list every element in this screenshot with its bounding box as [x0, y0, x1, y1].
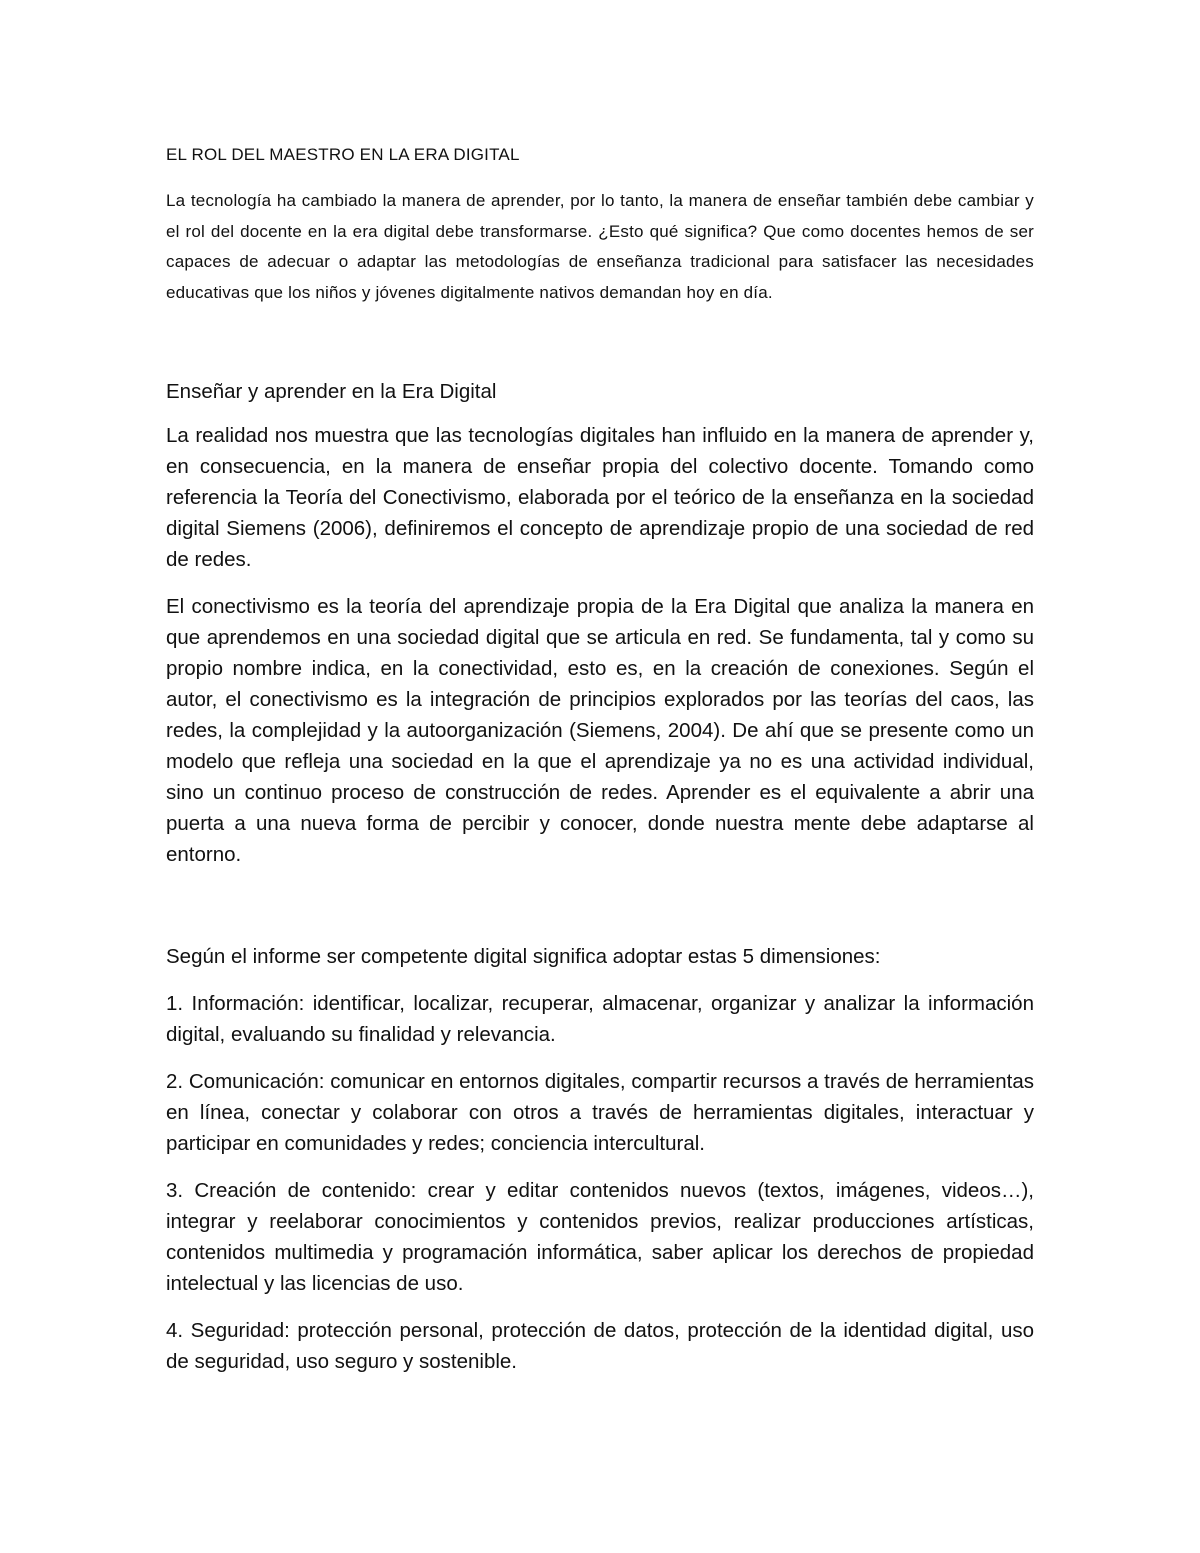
body-paragraph: La realidad nos muestra que las tecnologías digitales han influido en la manera de aprender y, en consecuencia, en la manera de enseñar propia del colectivo docente. Tomando como referencia la Teoría del Conectivismo, elaborada por el teórico de la enseñanza en la sociedad digital Siemens (2006), definiremos el concepto de aprendizaje propio de una sociedad de red de redes.	[166, 424, 1034, 571]
section-heading: Enseñar y aprender en la Era Digital	[166, 380, 497, 403]
dimension-item: 2. Comunicación: comunicar en entornos digitales, compartir recursos a través de herramientas en línea, conectar y colaborar con otros a través de herramientas digitales, interactuar y participar en comunidades y redes; conciencia intercultural.	[166, 1070, 1034, 1155]
intro-paragraph: La tecnología ha cambiado la manera de aprender, por lo tanto, la manera de enseñar también debe cambiar y el rol del docente en la era digital debe transformarse. ¿Esto qué significa? Que como docentes hemos de ser capaces de adecuar o adaptar las metodologías de enseñanza tradicional para satisfacer las necesidades educativas que los niños y jóvenes digitalmente nativos demandan hoy en día.	[166, 191, 1034, 302]
dimension-item: 4. Seguridad: protección personal, protección de datos, protección de la identidad digital, uso de seguridad, uso seguro y sostenible.	[166, 1319, 1034, 1373]
dimension-item: 3. Creación de contenido: crear y editar contenidos nuevos (textos, imágenes, videos…), integrar y reelaborar conocimientos y contenidos previos, realizar producciones artísticas, contenidos multimedia y programación informática, saber aplicar los derechos de propiedad intelectual y las licencias de uso.	[166, 1179, 1034, 1295]
body-paragraph: El conectivismo es la teoría del aprendizaje propia de la Era Digital que analiza la manera en que aprendemos en una sociedad digital que se articula en red. Se fundamenta, tal y como su propio nombre indica, en la conectividad, esto es, en la creación de conexiones. Según el autor, el conectivismo es la integración de principios explorados por las teorías del caos, las redes, la complejidad y la autoorganización (Siemens, 2004). De ahí que se presente como un modelo que refleja una sociedad en la que el aprendizaje ya no es una actividad individual, sino un continuo proceso de construcción de redes. Aprender es el equivalente a abrir una puerta a una nueva forma de percibir y conocer, donde nuestra mente debe adaptarse al entorno.	[166, 595, 1034, 866]
dimension-item: 1. Información: identificar, localizar, recuperar, almacenar, organizar y analizar la información digital, evaluando su finalidad y relevancia.	[166, 992, 1034, 1046]
list-lead-paragraph: Según el informe ser competente digital significa adoptar estas 5 dimensiones:	[166, 945, 881, 968]
document-page	[166, 140, 1034, 1393]
document-title: EL ROL DEL MAESTRO EN LA ERA DIGITAL	[166, 145, 520, 164]
